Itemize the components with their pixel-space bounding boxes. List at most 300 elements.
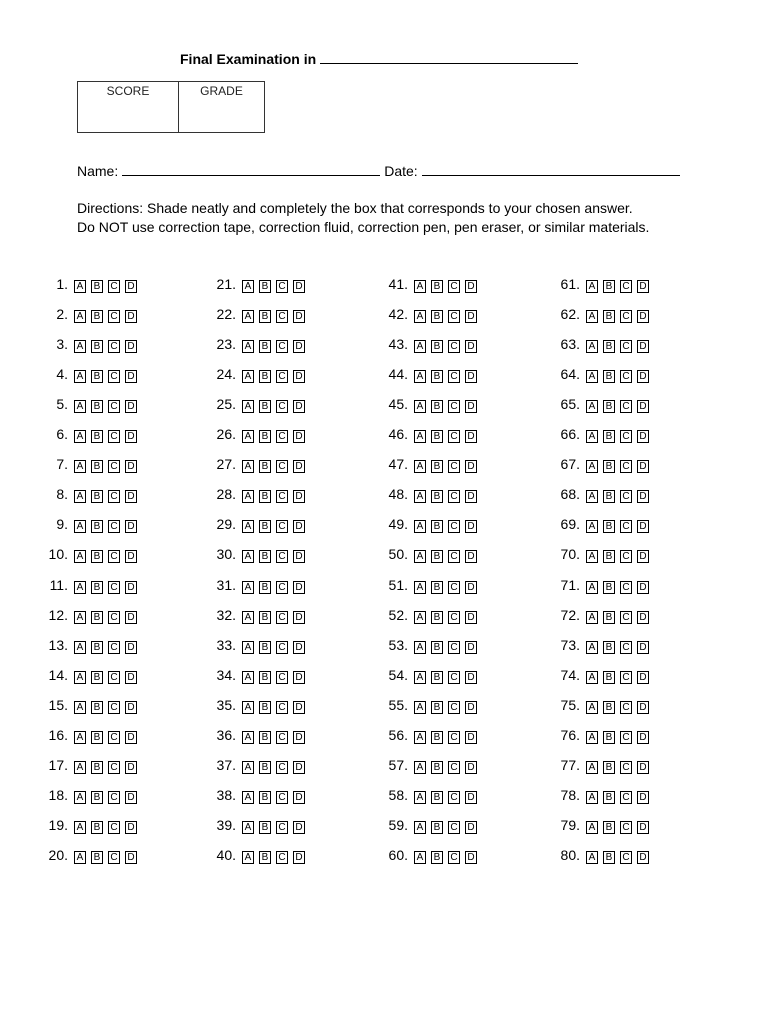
option-box-a[interactable]: A [414, 370, 426, 383]
option-box-d[interactable]: D [465, 791, 477, 804]
option-box-c[interactable]: C [108, 400, 120, 413]
option-box-c[interactable]: C [276, 520, 288, 533]
option-box-a[interactable]: A [242, 791, 254, 804]
option-box-a[interactable]: A [74, 641, 86, 654]
option-box-c[interactable]: C [620, 641, 632, 654]
option-box-a[interactable]: A [242, 641, 254, 654]
option-box-c[interactable]: C [108, 581, 120, 594]
option-box-a[interactable]: A [74, 731, 86, 744]
option-box-d[interactable]: D [465, 761, 477, 774]
option-box-b[interactable]: B [91, 310, 103, 323]
option-box-b[interactable]: B [431, 520, 443, 533]
option-box-c[interactable]: C [276, 821, 288, 834]
option-box-c[interactable]: C [448, 851, 460, 864]
option-box-b[interactable]: B [431, 851, 443, 864]
option-box-a[interactable]: A [586, 821, 598, 834]
option-box-c[interactable]: C [108, 821, 120, 834]
option-box-c[interactable]: C [448, 671, 460, 684]
option-box-b[interactable]: B [91, 671, 103, 684]
option-box-b[interactable]: B [603, 490, 615, 503]
option-box-d[interactable]: D [637, 761, 649, 774]
option-box-b[interactable]: B [431, 460, 443, 473]
option-box-a[interactable]: A [242, 340, 254, 353]
option-box-c[interactable]: C [620, 490, 632, 503]
option-box-b[interactable]: B [603, 310, 615, 323]
option-box-a[interactable]: A [414, 641, 426, 654]
option-box-c[interactable]: C [108, 761, 120, 774]
option-box-b[interactable]: B [259, 791, 271, 804]
option-box-d[interactable]: D [293, 370, 305, 383]
option-box-d[interactable]: D [293, 550, 305, 563]
option-box-b[interactable]: B [603, 851, 615, 864]
option-box-d[interactable]: D [637, 791, 649, 804]
option-box-b[interactable]: B [431, 791, 443, 804]
option-box-c[interactable]: C [276, 370, 288, 383]
option-box-c[interactable]: C [620, 791, 632, 804]
option-box-d[interactable]: D [293, 791, 305, 804]
option-box-d[interactable]: D [125, 550, 137, 563]
option-box-a[interactable]: A [586, 430, 598, 443]
option-box-a[interactable]: A [586, 851, 598, 864]
option-box-c[interactable]: C [620, 280, 632, 293]
option-box-d[interactable]: D [637, 460, 649, 473]
option-box-d[interactable]: D [293, 400, 305, 413]
option-box-a[interactable]: A [414, 761, 426, 774]
option-box-c[interactable]: C [276, 641, 288, 654]
option-box-a[interactable]: A [74, 280, 86, 293]
option-box-b[interactable]: B [259, 460, 271, 473]
option-box-a[interactable]: A [586, 671, 598, 684]
option-box-a[interactable]: A [586, 581, 598, 594]
option-box-c[interactable]: C [276, 671, 288, 684]
option-box-c[interactable]: C [276, 761, 288, 774]
option-box-b[interactable]: B [603, 671, 615, 684]
option-box-a[interactable]: A [242, 310, 254, 323]
option-box-a[interactable]: A [242, 761, 254, 774]
option-box-d[interactable]: D [293, 490, 305, 503]
option-box-d[interactable]: D [293, 731, 305, 744]
option-box-b[interactable]: B [603, 460, 615, 473]
option-box-a[interactable]: A [414, 671, 426, 684]
option-box-a[interactable]: A [74, 430, 86, 443]
option-box-b[interactable]: B [431, 731, 443, 744]
option-box-d[interactable]: D [125, 430, 137, 443]
option-box-d[interactable]: D [293, 821, 305, 834]
option-box-a[interactable]: A [242, 731, 254, 744]
option-box-d[interactable]: D [125, 791, 137, 804]
option-box-d[interactable]: D [125, 520, 137, 533]
option-box-d[interactable]: D [125, 671, 137, 684]
option-box-b[interactable]: B [431, 400, 443, 413]
option-box-c[interactable]: C [276, 791, 288, 804]
option-box-b[interactable]: B [91, 370, 103, 383]
option-box-d[interactable]: D [637, 851, 649, 864]
option-box-d[interactable]: D [293, 340, 305, 353]
option-box-d[interactable]: D [125, 851, 137, 864]
option-box-a[interactable]: A [74, 851, 86, 864]
option-box-d[interactable]: D [125, 731, 137, 744]
option-box-b[interactable]: B [91, 460, 103, 473]
option-box-d[interactable]: D [125, 701, 137, 714]
option-box-c[interactable]: C [448, 310, 460, 323]
option-box-d[interactable]: D [465, 731, 477, 744]
option-box-c[interactable]: C [448, 821, 460, 834]
option-box-c[interactable]: C [448, 550, 460, 563]
option-box-c[interactable]: C [620, 400, 632, 413]
option-box-a[interactable]: A [414, 520, 426, 533]
option-box-d[interactable]: D [465, 460, 477, 473]
option-box-c[interactable]: C [108, 641, 120, 654]
option-box-a[interactable]: A [74, 821, 86, 834]
option-box-a[interactable]: A [586, 520, 598, 533]
option-box-d[interactable]: D [465, 520, 477, 533]
option-box-a[interactable]: A [74, 340, 86, 353]
option-box-a[interactable]: A [242, 851, 254, 864]
option-box-b[interactable]: B [91, 851, 103, 864]
option-box-d[interactable]: D [125, 611, 137, 624]
option-box-c[interactable]: C [620, 340, 632, 353]
option-box-c[interactable]: C [276, 701, 288, 714]
option-box-c[interactable]: C [108, 460, 120, 473]
option-box-a[interactable]: A [74, 520, 86, 533]
option-box-d[interactable]: D [465, 821, 477, 834]
option-box-d[interactable]: D [637, 821, 649, 834]
option-box-d[interactable]: D [125, 641, 137, 654]
option-box-b[interactable]: B [259, 400, 271, 413]
option-box-a[interactable]: A [74, 490, 86, 503]
option-box-b[interactable]: B [431, 370, 443, 383]
option-box-b[interactable]: B [91, 731, 103, 744]
option-box-b[interactable]: B [259, 370, 271, 383]
option-box-b[interactable]: B [91, 520, 103, 533]
option-box-c[interactable]: C [108, 791, 120, 804]
option-box-d[interactable]: D [293, 761, 305, 774]
option-box-b[interactable]: B [431, 611, 443, 624]
option-box-c[interactable]: C [276, 340, 288, 353]
option-box-d[interactable]: D [637, 641, 649, 654]
option-box-d[interactable]: D [637, 550, 649, 563]
option-box-b[interactable]: B [91, 821, 103, 834]
option-box-d[interactable]: D [465, 581, 477, 594]
option-box-d[interactable]: D [465, 490, 477, 503]
option-box-c[interactable]: C [620, 581, 632, 594]
option-box-c[interactable]: C [448, 430, 460, 443]
option-box-b[interactable]: B [91, 550, 103, 563]
option-box-b[interactable]: B [603, 731, 615, 744]
option-box-a[interactable]: A [586, 701, 598, 714]
option-box-b[interactable]: B [91, 701, 103, 714]
option-box-a[interactable]: A [586, 460, 598, 473]
option-box-b[interactable]: B [259, 340, 271, 353]
option-box-d[interactable]: D [465, 550, 477, 563]
option-box-c[interactable]: C [108, 520, 120, 533]
date-blank-line[interactable] [422, 174, 680, 176]
option-box-d[interactable]: D [293, 701, 305, 714]
option-box-b[interactable]: B [91, 490, 103, 503]
option-box-a[interactable]: A [586, 641, 598, 654]
option-box-b[interactable]: B [603, 701, 615, 714]
option-box-b[interactable]: B [603, 821, 615, 834]
option-box-d[interactable]: D [637, 581, 649, 594]
option-box-c[interactable]: C [620, 671, 632, 684]
option-box-c[interactable]: C [108, 671, 120, 684]
option-box-c[interactable]: C [620, 821, 632, 834]
option-box-a[interactable]: A [74, 310, 86, 323]
option-box-b[interactable]: B [431, 821, 443, 834]
option-box-a[interactable]: A [414, 851, 426, 864]
option-box-d[interactable]: D [637, 340, 649, 353]
option-box-a[interactable]: A [414, 280, 426, 293]
option-box-c[interactable]: C [276, 851, 288, 864]
option-box-d[interactable]: D [637, 430, 649, 443]
option-box-d[interactable]: D [465, 641, 477, 654]
option-box-d[interactable]: D [465, 370, 477, 383]
option-box-d[interactable]: D [293, 641, 305, 654]
option-box-a[interactable]: A [242, 581, 254, 594]
option-box-a[interactable]: A [74, 581, 86, 594]
option-box-b[interactable]: B [603, 430, 615, 443]
option-box-d[interactable]: D [637, 701, 649, 714]
option-box-a[interactable]: A [242, 701, 254, 714]
option-box-d[interactable]: D [637, 280, 649, 293]
option-box-b[interactable]: B [431, 430, 443, 443]
option-box-d[interactable]: D [465, 280, 477, 293]
option-box-c[interactable]: C [276, 460, 288, 473]
option-box-a[interactable]: A [242, 460, 254, 473]
option-box-a[interactable]: A [74, 611, 86, 624]
option-box-a[interactable]: A [74, 400, 86, 413]
option-box-a[interactable]: A [414, 611, 426, 624]
option-box-b[interactable]: B [259, 430, 271, 443]
option-box-a[interactable]: A [414, 581, 426, 594]
option-box-b[interactable]: B [431, 340, 443, 353]
option-box-d[interactable]: D [125, 821, 137, 834]
option-box-b[interactable]: B [259, 731, 271, 744]
option-box-c[interactable]: C [276, 550, 288, 563]
option-box-a[interactable]: A [414, 550, 426, 563]
option-box-c[interactable]: C [448, 611, 460, 624]
option-box-a[interactable]: A [74, 761, 86, 774]
option-box-a[interactable]: A [586, 791, 598, 804]
option-box-a[interactable]: A [74, 550, 86, 563]
option-box-b[interactable]: B [431, 490, 443, 503]
option-box-b[interactable]: B [91, 280, 103, 293]
option-box-a[interactable]: A [586, 490, 598, 503]
option-box-c[interactable]: C [108, 701, 120, 714]
option-box-c[interactable]: C [620, 520, 632, 533]
option-box-a[interactable]: A [74, 671, 86, 684]
option-box-c[interactable]: C [108, 731, 120, 744]
option-box-d[interactable]: D [125, 340, 137, 353]
option-box-d[interactable]: D [465, 701, 477, 714]
option-box-c[interactable]: C [108, 611, 120, 624]
option-box-a[interactable]: A [242, 550, 254, 563]
option-box-a[interactable]: A [74, 701, 86, 714]
option-box-d[interactable]: D [637, 611, 649, 624]
option-box-d[interactable]: D [465, 671, 477, 684]
option-box-a[interactable]: A [242, 430, 254, 443]
option-box-c[interactable]: C [620, 550, 632, 563]
option-box-b[interactable]: B [259, 851, 271, 864]
option-box-a[interactable]: A [414, 340, 426, 353]
option-box-b[interactable]: B [603, 550, 615, 563]
option-box-c[interactable]: C [276, 581, 288, 594]
option-box-b[interactable]: B [603, 340, 615, 353]
option-box-c[interactable]: C [448, 731, 460, 744]
option-box-d[interactable]: D [293, 520, 305, 533]
option-box-a[interactable]: A [242, 821, 254, 834]
option-box-a[interactable]: A [414, 791, 426, 804]
option-box-c[interactable]: C [620, 731, 632, 744]
option-box-c[interactable]: C [448, 791, 460, 804]
option-box-a[interactable]: A [586, 611, 598, 624]
option-box-a[interactable]: A [242, 280, 254, 293]
option-box-c[interactable]: C [448, 490, 460, 503]
option-box-a[interactable]: A [414, 821, 426, 834]
option-box-c[interactable]: C [448, 280, 460, 293]
option-box-c[interactable]: C [448, 701, 460, 714]
option-box-c[interactable]: C [448, 520, 460, 533]
option-box-b[interactable]: B [259, 280, 271, 293]
option-box-b[interactable]: B [91, 761, 103, 774]
option-box-b[interactable]: B [259, 701, 271, 714]
option-box-a[interactable]: A [74, 370, 86, 383]
option-box-a[interactable]: A [586, 340, 598, 353]
option-box-c[interactable]: C [276, 731, 288, 744]
option-box-c[interactable]: C [448, 581, 460, 594]
option-box-a[interactable]: A [414, 731, 426, 744]
option-box-a[interactable]: A [586, 370, 598, 383]
option-box-b[interactable]: B [431, 550, 443, 563]
option-box-b[interactable]: B [431, 310, 443, 323]
option-box-c[interactable]: C [276, 310, 288, 323]
option-box-c[interactable]: C [620, 370, 632, 383]
option-box-b[interactable]: B [259, 761, 271, 774]
name-blank-line[interactable] [122, 174, 380, 176]
option-box-d[interactable]: D [293, 581, 305, 594]
option-box-b[interactable]: B [91, 340, 103, 353]
option-box-b[interactable]: B [431, 761, 443, 774]
option-box-a[interactable]: A [242, 611, 254, 624]
option-box-d[interactable]: D [465, 430, 477, 443]
option-box-c[interactable]: C [620, 310, 632, 323]
option-box-c[interactable]: C [620, 430, 632, 443]
option-box-b[interactable]: B [603, 581, 615, 594]
option-box-c[interactable]: C [448, 761, 460, 774]
option-box-d[interactable]: D [637, 671, 649, 684]
option-box-c[interactable]: C [448, 400, 460, 413]
option-box-b[interactable]: B [431, 581, 443, 594]
option-box-c[interactable]: C [620, 761, 632, 774]
option-box-d[interactable]: D [125, 280, 137, 293]
option-box-d[interactable]: D [465, 851, 477, 864]
option-box-a[interactable]: A [586, 731, 598, 744]
option-box-d[interactable]: D [125, 761, 137, 774]
option-box-d[interactable]: D [125, 581, 137, 594]
option-box-d[interactable]: D [293, 851, 305, 864]
option-box-a[interactable]: A [586, 400, 598, 413]
option-box-c[interactable]: C [108, 430, 120, 443]
option-box-c[interactable]: C [108, 550, 120, 563]
option-box-c[interactable]: C [108, 280, 120, 293]
option-box-a[interactable]: A [242, 370, 254, 383]
option-box-c[interactable]: C [276, 490, 288, 503]
option-box-b[interactable]: B [603, 611, 615, 624]
option-box-c[interactable]: C [108, 310, 120, 323]
option-box-c[interactable]: C [108, 340, 120, 353]
option-box-c[interactable]: C [448, 340, 460, 353]
option-box-a[interactable]: A [414, 310, 426, 323]
option-box-d[interactable]: D [125, 400, 137, 413]
option-box-a[interactable]: A [414, 460, 426, 473]
option-box-b[interactable]: B [259, 520, 271, 533]
option-box-a[interactable]: A [414, 701, 426, 714]
option-box-d[interactable]: D [293, 430, 305, 443]
option-box-b[interactable]: B [603, 370, 615, 383]
option-box-a[interactable]: A [414, 430, 426, 443]
option-box-d[interactable]: D [293, 671, 305, 684]
option-box-c[interactable]: C [108, 490, 120, 503]
option-box-b[interactable]: B [431, 641, 443, 654]
option-box-a[interactable]: A [414, 490, 426, 503]
option-box-a[interactable]: A [586, 761, 598, 774]
option-box-d[interactable]: D [125, 460, 137, 473]
option-box-d[interactable]: D [293, 460, 305, 473]
option-box-d[interactable]: D [637, 731, 649, 744]
option-box-d[interactable]: D [637, 400, 649, 413]
option-box-b[interactable]: B [431, 701, 443, 714]
option-box-c[interactable]: C [620, 701, 632, 714]
option-box-a[interactable]: A [242, 520, 254, 533]
option-box-b[interactable]: B [259, 550, 271, 563]
option-box-a[interactable]: A [586, 280, 598, 293]
option-box-d[interactable]: D [465, 400, 477, 413]
option-box-c[interactable]: C [276, 280, 288, 293]
option-box-b[interactable]: B [603, 520, 615, 533]
option-box-b[interactable]: B [259, 821, 271, 834]
option-box-a[interactable]: A [414, 400, 426, 413]
option-box-b[interactable]: B [91, 791, 103, 804]
option-box-d[interactable]: D [125, 310, 137, 323]
option-box-d[interactable]: D [293, 611, 305, 624]
option-box-c[interactable]: C [108, 851, 120, 864]
option-box-c[interactable]: C [448, 641, 460, 654]
option-box-d[interactable]: D [293, 280, 305, 293]
option-box-a[interactable]: A [242, 400, 254, 413]
option-box-b[interactable]: B [259, 581, 271, 594]
option-box-b[interactable]: B [91, 430, 103, 443]
option-box-c[interactable]: C [108, 370, 120, 383]
option-box-d[interactable]: D [637, 370, 649, 383]
option-box-d[interactable]: D [125, 370, 137, 383]
option-box-a[interactable]: A [586, 310, 598, 323]
option-box-c[interactable]: C [620, 460, 632, 473]
option-box-d[interactable]: D [465, 611, 477, 624]
option-box-d[interactable]: D [637, 490, 649, 503]
option-box-c[interactable]: C [276, 611, 288, 624]
option-box-b[interactable]: B [431, 280, 443, 293]
option-box-b[interactable]: B [259, 490, 271, 503]
option-box-b[interactable]: B [603, 400, 615, 413]
option-box-b[interactable]: B [603, 791, 615, 804]
option-box-d[interactable]: D [125, 490, 137, 503]
option-box-c[interactable]: C [276, 400, 288, 413]
option-box-b[interactable]: B [431, 671, 443, 684]
option-box-d[interactable]: D [637, 310, 649, 323]
option-box-b[interactable]: B [91, 611, 103, 624]
option-box-d[interactable]: D [465, 340, 477, 353]
subject-blank-line[interactable] [320, 62, 578, 64]
